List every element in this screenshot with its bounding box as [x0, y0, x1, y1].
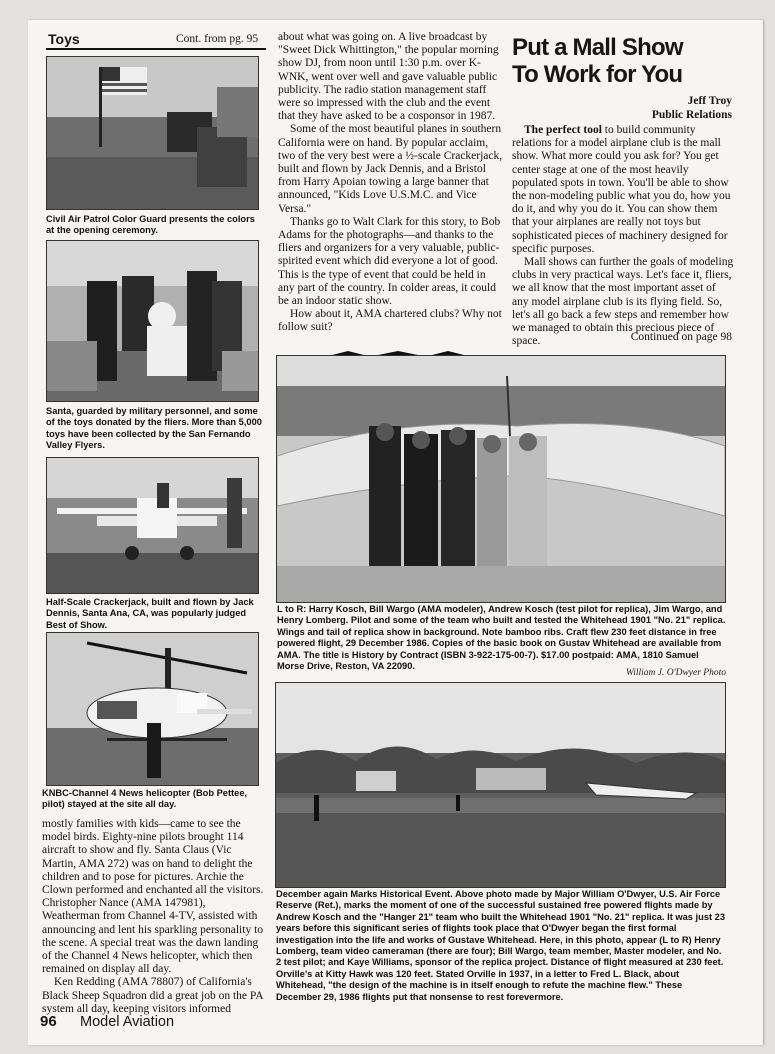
color-guard-photo	[46, 56, 259, 210]
middle-column-text	[278, 31, 503, 335]
left-body-text	[42, 818, 264, 1016]
left-body-paragraph: Ken Redding (AMA 78807) of California's Black Sheep Squadron did a great job on the PA system all day, keeping visitors informed	[42, 976, 263, 1015]
helicopter-photo	[46, 632, 259, 786]
header-rule	[46, 48, 266, 50]
article-author-role: Public Relations	[651, 109, 732, 121]
lead-bold: The perfect tool	[524, 124, 602, 136]
whitehead-team-photo	[276, 355, 726, 603]
continued-from: Cont. from pg. 95	[176, 33, 259, 45]
article-title	[512, 34, 762, 88]
lead-text: to build community relations for a model airplane club is the mall show. What more could you ask for? You get center stage at one of the most heavily populated spots in town. You'll be able to show the non-modeling public what you do, how you do it, and why you do it. You can show them that your airplanes are really not toys but sophisticated pieces of machinery designed for specific purposes.	[512, 124, 731, 255]
caption-whitehead-flight: December again Marks Historical Event. Above photo made by Major William O'Dwyer, U.S. Air Force Reserve (Ret.), marks the moment of one of the successful sustained free powered flights made by Andrew Kosch and the "Hanger 21" team who built the Whitehead 1901 "No. 21" replica. It was just 23 years before this significant series of flights took place that O'Dwyer began the first formal investigation into the life and works of Gustave Whitehead. Here, in this photo, appear (L to R) Henry Lomberg, team video cameraman (there are four); Bill Wargo, team member, Master modeler, and No. 2 test pilot; and Kaye Williams, sponsor of the replica project. Distance of flight measured at 230 feet. Orville's at Kitty Hawk was 120 feet. Stated Orville in 1937, in a letter to Fred L. Black, about Whitehead, "the design of the machine is in itself enough to refute the machine flew." These December 29, 1986 flights put that nonsense to rest forevermore.	[276, 889, 726, 1002]
caption-santa: Santa, guarded by military personnel, and some of the toys donated by the fliers. More than 5,000 toys have been collected by the San Fernando Valley Flyers.	[46, 406, 262, 451]
page-number: 96	[40, 1013, 57, 1030]
magazine-name: Model Aviation	[80, 1014, 175, 1030]
title-line-2: To Work for You	[512, 61, 683, 88]
magazine-page	[28, 20, 763, 1045]
middle-paragraph: Some of the most beautiful planes in southern California were on hand. By popular acclaim, two of the very best were a ½-scale Crackerjack, built and flown by Jack Dennis, and a Bristol from Harry Apoian towing a large banner that announced, "Kids Love U.S.M.C. and Vice Versa."	[278, 123, 503, 215]
caption-crackerjack: Half-Scale Crackerjack, built and flown by Jack Dennis, Santa Ana, CA, was popularly judged Best of Show.	[46, 597, 254, 630]
article-body	[512, 124, 734, 348]
section-label: Toys	[48, 31, 80, 47]
crackerjack-photo	[46, 457, 259, 594]
continued-on: Continued on page 98	[630, 331, 732, 343]
left-body-paragraph: mostly families with kids—came to see the model birds. Eighty-nine pilots brought 114 aircraft to show and fly. Santa Claus (Vic Martin, AMA 272) was on hand to delight the children and to pose for pictures. Archie the Clown performed and enchanted all the visitors. Christopher Nance (AMA 147981), Weatherman from Channel 4-TV, assisted with announcing and lent his sparkling personality to the scene. A special treat was the dawn landing of the Channel 4 News helicopter, which then remained on display all day.	[42, 818, 264, 976]
photo-credit: William J. O'Dwyer Photo	[625, 668, 726, 678]
middle-paragraph: about what was going on. A live broadcast by "Sweet Dick Whittington," the popular morning show DJ, from noon until 1:30 p.m. over K-WNK, went over well and gave valuable public publicity. The radio station management staff were so impressed with the club and the event that they have asked to be a cosponsor in 1987.	[278, 31, 499, 123]
article-author: Jeff Troy	[687, 95, 732, 107]
title-line-1: Put a Mall Show	[512, 34, 683, 61]
article-paragraph: Mall shows can further the goals of modeling clubs in very practical ways. Let's face it, fliers, we all know that the most important asset of any model airplane club is its flying field. So, let's all go back a few steps and remember how we managed to obtain this precious piece of space.	[512, 256, 734, 348]
caption-color-guard: Civil Air Patrol Color Guard presents the colors at the opening ceremony.	[46, 214, 255, 236]
middle-paragraph: Thanks go to Walt Clark for this story, to Bob Adams for the photographs—and thanks to the fliers and organizers for a very valuable, public-spirited event which did everyone a lot of good. This is the type of event that could be held in any part of the country. In colder areas, it could be an indoor static show.	[278, 215, 501, 308]
whitehead-flight-photo	[275, 682, 726, 888]
caption-helicopter: KNBC-Channel 4 News helicopter (Bob Pettee, pilot) stayed at the site all day.	[42, 788, 248, 810]
article-paragraph-lead	[512, 124, 734, 256]
caption-whitehead-team: L to R: Harry Kosch, Bill Wargo (AMA modeler), Andrew Kosch (test pilot for replica), Jim Wargo, and Henry Lomberg. Pilot and some of the team who built and tested the Whitehead 1901 "No. 21" replica. Wings and tail of replica show in background. Note bamboo ribs. Craft flew 230 feet distance in free powered flight, 29 December 1986. Copies of the basic book on Gustav Whitehead are available from AMA. The title is History by Contract (ISBN 3-922-175-00-7). $17.00 postpaid: AMA, 1810 Samuel Morse Drive, Reston, VA 22090.	[277, 604, 726, 672]
santa-photo	[46, 240, 259, 402]
middle-paragraph: How about it, AMA chartered clubs? Why not follow suit?	[278, 308, 502, 334]
